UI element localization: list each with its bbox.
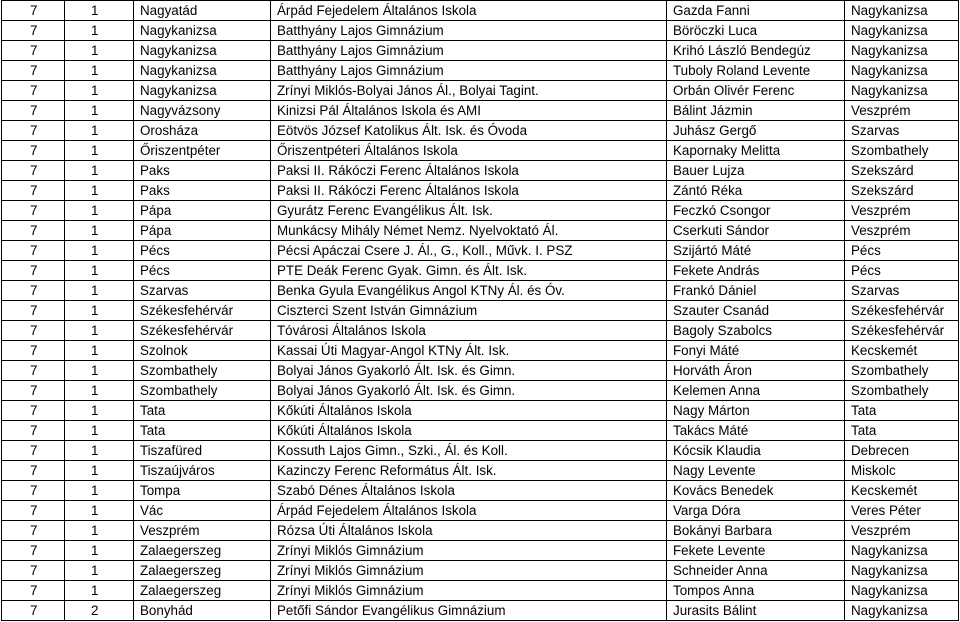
student-cell: Bokányi Barbara [667, 521, 845, 541]
city-cell: Szarvas [134, 281, 271, 301]
table-row [2, 341, 959, 361]
grade-cell: 7 [2, 41, 65, 61]
student-cell: Juhász Gergő [667, 121, 845, 141]
category-cell: 1 [65, 1, 134, 21]
school-cell: Zrínyi Miklós Gimnázium [271, 561, 667, 581]
venue-cell: Nagykanizsa [845, 601, 959, 621]
table-row [2, 521, 959, 541]
school-cell: Petőfi Sándor Evangélikus Gimnázium [271, 601, 667, 621]
grade-cell: 7 [2, 381, 65, 401]
school-cell: Paksi II. Rákóczi Ferenc Általános Iskola [271, 181, 667, 201]
student-cell: Zántó Réka [667, 181, 845, 201]
venue-cell: Székesfehérvár [845, 301, 959, 321]
table-row [2, 281, 959, 301]
venue-cell: Szekszárd [845, 181, 959, 201]
student-cell: Kócsik Klaudia [667, 441, 845, 461]
category-cell: 1 [65, 401, 134, 421]
table-row [2, 21, 959, 41]
student-cell: Kelemen Anna [667, 381, 845, 401]
student-cell: Kapornaky Melitta [667, 141, 845, 161]
grade-cell: 7 [2, 461, 65, 481]
venue-cell: Pécs [845, 241, 959, 261]
venue-cell: Szarvas [845, 121, 959, 141]
category-cell: 1 [65, 121, 134, 141]
school-cell: Kőkúti Általános Iskola [271, 401, 667, 421]
category-cell: 1 [65, 201, 134, 221]
venue-cell: Szombathely [845, 381, 959, 401]
table-row [2, 221, 959, 241]
category-cell: 1 [65, 361, 134, 381]
city-cell: Szombathely [134, 381, 271, 401]
venue-cell: Veszprém [845, 221, 959, 241]
city-cell: Tompa [134, 481, 271, 501]
city-cell: Veszprém [134, 521, 271, 541]
grade-cell: 7 [2, 181, 65, 201]
category-cell: 1 [65, 61, 134, 81]
table-row [2, 361, 959, 381]
venue-cell: Debrecen [845, 441, 959, 461]
grade-cell: 7 [2, 481, 65, 501]
grade-cell: 7 [2, 121, 65, 141]
grade-cell: 7 [2, 61, 65, 81]
school-cell: Tóvárosi Általános Iskola [271, 321, 667, 341]
grade-cell: 7 [2, 21, 65, 41]
table-row [2, 461, 959, 481]
school-cell: Paksi II. Rákóczi Ferenc Általános Iskola [271, 161, 667, 181]
grade-cell: 7 [2, 401, 65, 421]
school-cell: Batthyány Lajos Gimnázium [271, 21, 667, 41]
venue-cell: Nagykanizsa [845, 581, 959, 601]
table-row [2, 101, 959, 121]
grade-cell: 7 [2, 201, 65, 221]
category-cell: 1 [65, 501, 134, 521]
category-cell: 1 [65, 441, 134, 461]
results-table [1, 0, 959, 621]
student-cell: Tompos Anna [667, 581, 845, 601]
venue-cell: Nagykanizsa [845, 561, 959, 581]
venue-cell: Tata [845, 401, 959, 421]
school-cell: Bolyai János Gyakorló Ált. Isk. és Gimn. [271, 381, 667, 401]
table-row [2, 301, 959, 321]
table-row [2, 401, 959, 421]
student-cell: Krihó László Bendegúz [667, 41, 845, 61]
venue-cell: Szombathely [845, 141, 959, 161]
school-cell: Gyurátz Ferenc Evangélikus Ált. Isk. [271, 201, 667, 221]
category-cell: 1 [65, 241, 134, 261]
venue-cell: Nagykanizsa [845, 81, 959, 101]
venue-cell: Veres Péter [845, 501, 959, 521]
table-row [2, 81, 959, 101]
category-cell: 1 [65, 381, 134, 401]
city-cell: Nagyvázsony [134, 101, 271, 121]
student-cell: Szauter Csanád [667, 301, 845, 321]
venue-cell: Nagykanizsa [845, 21, 959, 41]
school-cell: Bolyai János Gyakorló Ált. Isk. és Gimn. [271, 361, 667, 381]
category-cell: 1 [65, 41, 134, 61]
city-cell: Pápa [134, 221, 271, 241]
grade-cell: 7 [2, 221, 65, 241]
table-row [2, 41, 959, 61]
venue-cell: Székesfehérvár [845, 321, 959, 341]
school-cell: Kossuth Lajos Gimn., Szki., Ál. és Koll. [271, 441, 667, 461]
grade-cell: 7 [2, 101, 65, 121]
student-cell: Bauer Lujza [667, 161, 845, 181]
student-cell: Varga Dóra [667, 501, 845, 521]
venue-cell: Nagykanizsa [845, 61, 959, 81]
city-cell: Zalaegerszeg [134, 561, 271, 581]
venue-cell: Miskolc [845, 461, 959, 481]
table-row [2, 1, 959, 21]
table-row [2, 541, 959, 561]
category-cell: 1 [65, 161, 134, 181]
student-cell: Jurasits Bálint [667, 601, 845, 621]
grade-cell: 7 [2, 161, 65, 181]
city-cell: Tiszafüred [134, 441, 271, 461]
category-cell: 1 [65, 21, 134, 41]
grade-cell: 7 [2, 261, 65, 281]
school-cell: Árpád Fejedelem Általános Iskola [271, 1, 667, 21]
grade-cell: 7 [2, 321, 65, 341]
student-cell: Fonyi Máté [667, 341, 845, 361]
venue-cell: Veszprém [845, 201, 959, 221]
student-cell: Takács Máté [667, 421, 845, 441]
table-row [2, 201, 959, 221]
student-cell: Fekete András [667, 261, 845, 281]
city-cell: Paks [134, 181, 271, 201]
venue-cell: Veszprém [845, 101, 959, 121]
category-cell: 1 [65, 81, 134, 101]
city-cell: Vác [134, 501, 271, 521]
school-cell: Munkácsy Mihály Német Nemz. Nyelvoktató Ál. [271, 221, 667, 241]
student-cell: Tuboly Roland Levente [667, 61, 845, 81]
venue-cell: Kecskemét [845, 341, 959, 361]
school-cell: Zrínyi Miklós-Bolyai János Ál., Bolyai Tagint. [271, 81, 667, 101]
category-cell: 1 [65, 541, 134, 561]
category-cell: 1 [65, 561, 134, 581]
city-cell: Pécs [134, 241, 271, 261]
city-cell: Szolnok [134, 341, 271, 361]
city-cell: Tata [134, 401, 271, 421]
grade-cell: 7 [2, 281, 65, 301]
school-cell: Ciszterci Szent István Gimnázium [271, 301, 667, 321]
venue-cell: Szarvas [845, 281, 959, 301]
school-cell: Kassai Úti Magyar-Angol KTNy Ált. Isk. [271, 341, 667, 361]
student-cell: Böröczki Luca [667, 21, 845, 41]
table-row [2, 121, 959, 141]
table-row [2, 481, 959, 501]
grade-cell: 7 [2, 521, 65, 541]
table-row [2, 181, 959, 201]
grade-cell: 7 [2, 1, 65, 21]
student-cell: Cserkuti Sándor [667, 221, 845, 241]
student-cell: Fekete Levente [667, 541, 845, 561]
table-row [2, 501, 959, 521]
city-cell: Tiszaújváros [134, 461, 271, 481]
category-cell: 1 [65, 181, 134, 201]
city-cell: Nagykanizsa [134, 81, 271, 101]
student-cell: Horváth Áron [667, 361, 845, 381]
grade-cell: 7 [2, 361, 65, 381]
venue-cell: Szombathely [845, 361, 959, 381]
grade-cell: 7 [2, 341, 65, 361]
venue-cell: Szekszárd [845, 161, 959, 181]
venue-cell: Nagykanizsa [845, 1, 959, 21]
school-cell: Szabó Dénes Általános Iskola [271, 481, 667, 501]
results-table-body [2, 1, 959, 621]
venue-cell: Pécs [845, 261, 959, 281]
venue-cell: Veszprém [845, 521, 959, 541]
school-cell: Batthyány Lajos Gimnázium [271, 61, 667, 81]
venue-cell: Nagykanizsa [845, 41, 959, 61]
student-cell: Bagoly Szabolcs [667, 321, 845, 341]
student-cell: Frankó Dániel [667, 281, 845, 301]
student-cell: Kovács Benedek [667, 481, 845, 501]
grade-cell: 7 [2, 141, 65, 161]
student-cell: Nagy Márton [667, 401, 845, 421]
table-row [2, 321, 959, 341]
city-cell: Székesfehérvár [134, 321, 271, 341]
city-cell: Orosháza [134, 121, 271, 141]
school-cell: Kőkúti Általános Iskola [271, 421, 667, 441]
school-cell: Eötvös József Katolikus Ált. Isk. és Óvoda [271, 121, 667, 141]
category-cell: 1 [65, 421, 134, 441]
city-cell: Székesfehérvár [134, 301, 271, 321]
category-cell: 1 [65, 521, 134, 541]
table-row [2, 241, 959, 261]
table-row [2, 141, 959, 161]
city-cell: Pécs [134, 261, 271, 281]
grade-cell: 7 [2, 301, 65, 321]
table-row [2, 561, 959, 581]
city-cell: Őriszentpéter [134, 141, 271, 161]
grade-cell: 7 [2, 421, 65, 441]
venue-cell: Nagykanizsa [845, 541, 959, 561]
city-cell: Pápa [134, 201, 271, 221]
table-row [2, 421, 959, 441]
school-cell: Benka Gyula Evangélikus Angol KTNy Ál. és Óv. [271, 281, 667, 301]
student-cell: Orbán Olivér Ferenc [667, 81, 845, 101]
city-cell: Szombathely [134, 361, 271, 381]
city-cell: Zalaegerszeg [134, 581, 271, 601]
grade-cell: 7 [2, 601, 65, 621]
category-cell: 1 [65, 261, 134, 281]
grade-cell: 7 [2, 581, 65, 601]
table-row [2, 381, 959, 401]
student-cell: Nagy Levente [667, 461, 845, 481]
grade-cell: 7 [2, 561, 65, 581]
category-cell: 1 [65, 461, 134, 481]
school-cell: Őriszentpéteri Általános Iskola [271, 141, 667, 161]
category-cell: 2 [65, 601, 134, 621]
city-cell: Bonyhád [134, 601, 271, 621]
student-cell: Szijártó Máté [667, 241, 845, 261]
school-cell: Zrínyi Miklós Gimnázium [271, 581, 667, 601]
grade-cell: 7 [2, 441, 65, 461]
school-cell: Árpád Fejedelem Általános Iskola [271, 501, 667, 521]
city-cell: Paks [134, 161, 271, 181]
category-cell: 1 [65, 301, 134, 321]
student-cell: Gazda Fanni [667, 1, 845, 21]
grade-cell: 7 [2, 241, 65, 261]
category-cell: 1 [65, 321, 134, 341]
grade-cell: 7 [2, 541, 65, 561]
school-cell: Kazinczy Ferenc Református Ált. Isk. [271, 461, 667, 481]
student-cell: Bálint Jázmin [667, 101, 845, 121]
table-row [2, 441, 959, 461]
table-row [2, 161, 959, 181]
category-cell: 1 [65, 581, 134, 601]
city-cell: Nagykanizsa [134, 41, 271, 61]
grade-cell: 7 [2, 501, 65, 521]
city-cell: Nagyatád [134, 1, 271, 21]
venue-cell: Kecskemét [845, 481, 959, 501]
city-cell: Tata [134, 421, 271, 441]
student-cell: Feczkó Csongor [667, 201, 845, 221]
school-cell: Zrínyi Miklós Gimnázium [271, 541, 667, 561]
table-row [2, 581, 959, 601]
table-row [2, 261, 959, 281]
category-cell: 1 [65, 481, 134, 501]
venue-cell: Tata [845, 421, 959, 441]
city-cell: Nagykanizsa [134, 21, 271, 41]
school-cell: Pécsi Apáczai Csere J. Ál., G., Koll., Művk. I. PSZ [271, 241, 667, 261]
table-row [2, 61, 959, 81]
school-cell: Kinizsi Pál Általános Iskola és AMI [271, 101, 667, 121]
school-cell: Rózsa Úti Általános Iskola [271, 521, 667, 541]
city-cell: Zalaegerszeg [134, 541, 271, 561]
category-cell: 1 [65, 221, 134, 241]
grade-cell: 7 [2, 81, 65, 101]
category-cell: 1 [65, 141, 134, 161]
city-cell: Nagykanizsa [134, 61, 271, 81]
student-cell: Schneider Anna [667, 561, 845, 581]
category-cell: 1 [65, 101, 134, 121]
school-cell: PTE Deák Ferenc Gyak. Gimn. és Ált. Isk. [271, 261, 667, 281]
table-row [2, 601, 959, 621]
category-cell: 1 [65, 341, 134, 361]
category-cell: 1 [65, 281, 134, 301]
school-cell: Batthyány Lajos Gimnázium [271, 41, 667, 61]
